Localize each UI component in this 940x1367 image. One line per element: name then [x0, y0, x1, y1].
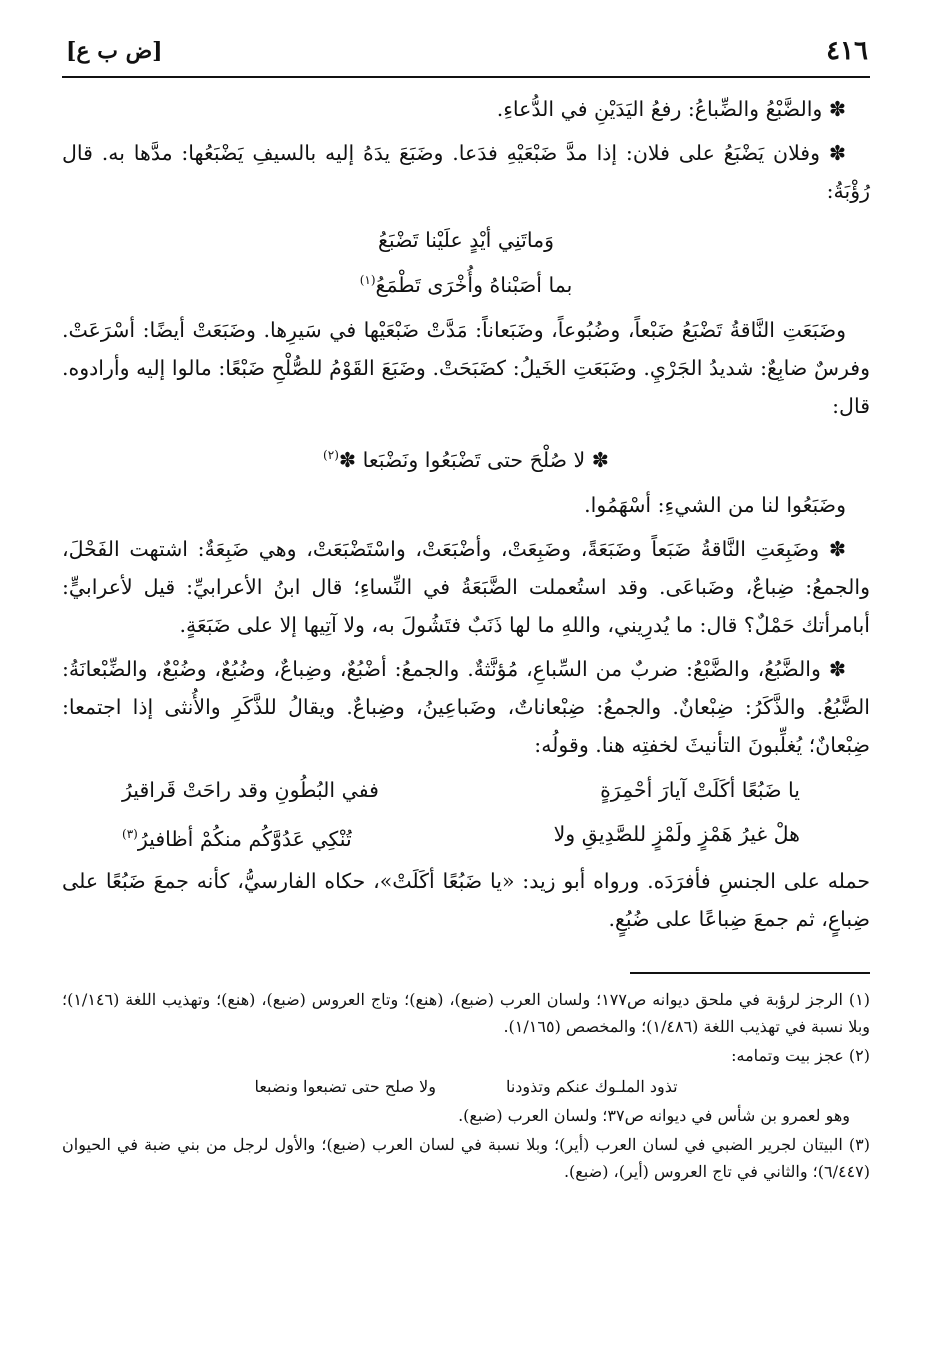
footnote-ref-1: (١) — [359, 273, 376, 287]
footnote-2-verse-first: تذود الملـوك عنكم وتذودنا — [505, 1077, 678, 1097]
verse-1-line-2-wrap — [62, 260, 870, 305]
couplet-2-first-hemistich: هلْ غيرُ هَمْزٍ ولَمْزٍ للصَّدِيقِ ولا — [553, 821, 800, 846]
footnote-1: (١) الرجز لرؤبة في ملحق ديوانه ص١٧٧؛ ولسان العرب (ضبع)، (هنع)؛ وتاج العروس (ضبع)، (هنع)؛ وتهذيب اللغة (١/١٤٦)؛ وبلا نسبة في تهذيب اللغة (١/٤٨٦)؛ والمخصص (١/١٦٥). — [62, 990, 870, 1037]
footnote-2-verse-second: ولا صلح حتى تضبعوا ونضبعا — [254, 1077, 436, 1097]
footnote-3: (٣) البيتان لجرير الضبي في لسان العرب (أير)؛ وبلا نسبة في لسان العرب (ضبع)؛ والأول لرجل من بني ضبة في الحيوان (٦/٤٤٧)؛ والثاني في تاج العروس (أير)، (ضبع). — [62, 1135, 871, 1182]
paragraph-7: حمله على الجنسِ فأفرَدَه. ورواه أبو زيد: «يا ضَبُعًا أكَلَتْ»، حكاه الفارسيُّ، كأنه جمعَ ضَبُعًا على ضِباعٍ، ثم جمعَ ضِباعًا على ضُبُعٍ. — [62, 869, 870, 932]
page — [62, 30, 870, 1187]
main-text — [62, 90, 870, 938]
verse-block-1 — [62, 220, 870, 305]
footnote-2-intro: (٢) عجز بيت وتمامه: — [731, 1046, 870, 1066]
page-number: ٤١٦ — [826, 36, 868, 66]
couplet-1 — [62, 770, 870, 810]
footnote-ref-2: (٢) — [323, 447, 339, 462]
couplet-2-second-hemistich-wrap — [122, 814, 352, 859]
verse-block-2 — [62, 435, 870, 480]
footnote-divider — [630, 972, 870, 974]
paragraph-5: ✽ وضَبِعَتِ النَّاقةُ ضَبَعاً وضَبَعَةً، وضَبِعَتْ، وأضْبَعَتْ، واسْتَضْبَعَتْ، وهي ضَبِعَةٌ: اشتهت الفَحْلَ، والجمعُ: ضِباعٌ، وضَباعَى. وقد استُعملت الضَّبَعَةُ في النِّساءِ؛ قال ابنُ الأعرابيِّ: قيل لأعرابيٍّ: أبامرأتك حَمْلٌ؟ قال: ما يُدرِيني، واللهِ ما لها ذَنَبٌ فتَشُولَ به، ولا آتِيها إلا على ضَبَعَةٍ. — [62, 536, 870, 637]
footnote-2-source: وهو لعمرو بن شأس في ديوانه ص٣٧؛ ولسان العرب (ضبع). — [458, 1106, 850, 1126]
verse-2: ✽ لا صُلْحَ حتى تَضْبَعُوا ونَضْبَعا ✽ — [338, 447, 609, 472]
paragraph-4: وضَبَعُوا لنا من الشيءِ: أسْهَمُوا. — [584, 492, 846, 517]
footnotes — [62, 986, 870, 1185]
verse-1-line-2: بما أصَبْناهُ وأُخْرَى تَطْمَعُ — [375, 272, 573, 297]
paragraph-3: وضَبَعَتِ النَّاقةُ تَضْبَعُ ضَبْعاً، وضُبُوعاً، وضَبَعاناً: مَدَّتْ ضَبْعَيْها في سَيرِها. وضَبَعَتْ أيضًا: أسْرَعَتْ. وفرسٌ ضابِعٌ: شديدُ الجَرْيِ. وضَبَعَتِ الخَيلُ: كضَبَحَتْ. وضَبَعَ القَوْمُ للصُّلْحِ ضَبْعًا: مالوا إليه وأرادوه. قال: — [62, 317, 870, 418]
paragraph-1: ✽ والضَّبْعُ والضِّباعُ: رفعُ اليَدَيْنِ في الدُّعاءِ. — [496, 97, 846, 121]
running-header — [62, 30, 870, 78]
footnote-ref-3: (٣) — [122, 826, 138, 841]
couplet-1-first-hemistich: يا ضَبُعًا أكَلَتْ آيارَ أحْمِرَةٍ — [600, 777, 800, 802]
couplet-2 — [62, 814, 870, 859]
paragraph-2: ✽ وفلان يَضْبَعُ على فلان: إذا مدَّ ضَبْعَيْهِ فدَعا. وضَبَعَ يدَهُ إليه بالسيفِ يَضْبَعُها: مدَّها به. قال رُؤْبَةُ: — [62, 141, 870, 203]
footnote-2-verse — [62, 1073, 870, 1100]
verse-1-line-1: وَماتَنِي أيْدٍ علَيْنا تَضْبَعُ — [377, 228, 555, 252]
couplet-2-second-hemistich: تُنْكِي عَدُوَّكُم منكُمْ أظافيرُ — [137, 826, 352, 851]
paragraph-6: ✽ والضَّبُعُ، والضَّبْعُ: ضربٌ من السِّباعِ، مُؤنَّثةٌ. والجمعُ: أضْبُعٌ، وضِباعٌ، وضُبُعٌ، وضُبْعٌ، والضِّبْعانَةُ: الضَّبُعُ. والذَّكَرُ: ضِبْعانٌ. والجمعُ: ضِبْعاناتٌ، وضَباعِينُ، وضِباعٌ. ويقالُ للذَّكَرِ والأُنثى إذا اجتمعا: ضِبْعانٌ؛ يُغلِّبونَ التأنيثَ لخفتِه هنا. وقولُه: — [62, 656, 870, 757]
section-code: [ض ب ع] — [66, 38, 163, 64]
couplet-1-second-hemistich: ففي البُطُونِ وقد راحَتْ قَراقيرُ — [122, 777, 379, 802]
